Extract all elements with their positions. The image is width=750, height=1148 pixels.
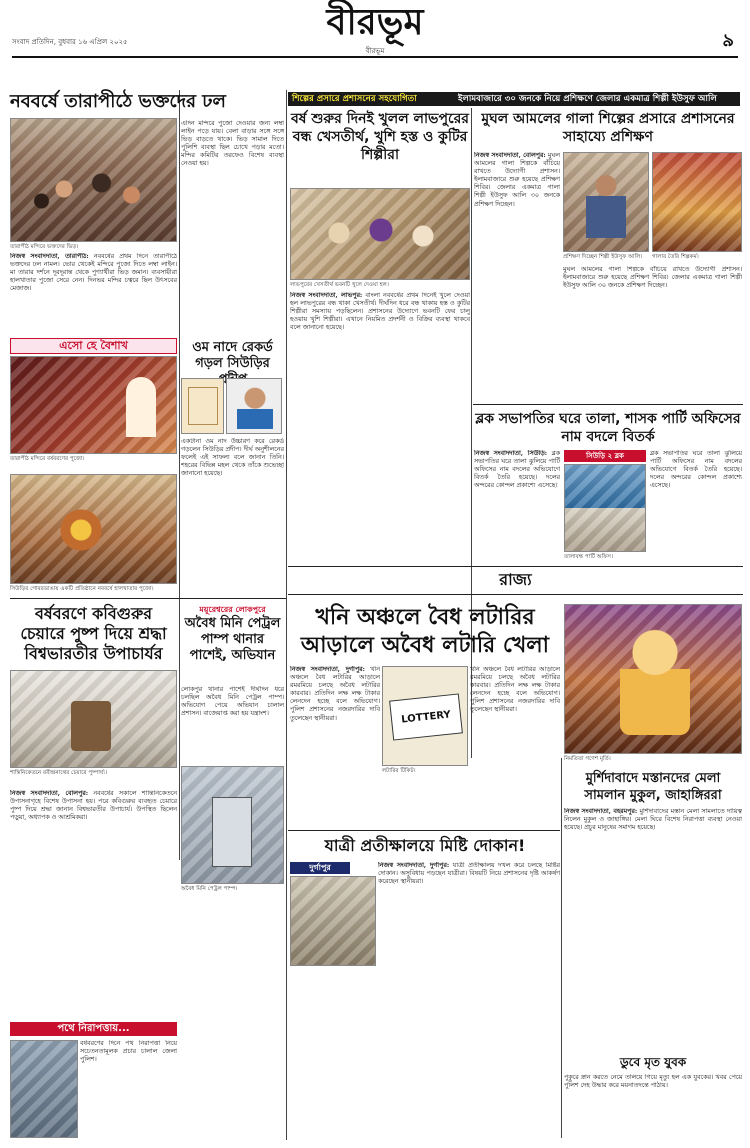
masthead-subtitle: বীরভূম bbox=[365, 47, 385, 55]
main-banner bbox=[288, 92, 740, 106]
caption-petrol: অবৈধ মিনি পেট্রল পাম্প। bbox=[181, 886, 238, 892]
body-lottery-text: খনি অঞ্চলে বৈধ লটারির আড়ালে রমরমিয়ে চলছে অবৈধ লটারির কারবার। প্রতিদিন লক্ষ লক্ষ টাকার লেনদেন হচ্ছে বলে অভিযোগ। পুলিশ প্রশাসনের নজরদারির দাবি তুলেছেন স্থানীয়রা। bbox=[290, 666, 380, 722]
body-lottery-col2: খনি অঞ্চলে বৈধ লটারির আড়ালে রমরমিয়ে চলছে অবৈধ লটারির কারবার। প্রতিদিন লক্ষ লক্ষ টাকার লেনদেন হচ্ছে বলে অভিযোগ। পুলিশ প্রশাসনের নজরদারির দাবি তুলেছেন স্থানীয়রা। bbox=[470, 666, 560, 714]
body-labhpur bbox=[290, 292, 470, 612]
byline-kabiguru: নিজস্ব সংবাদদাতা, বোলপুর: bbox=[10, 790, 89, 797]
photo-jatri bbox=[290, 876, 376, 966]
headline-tarapith: নববর্ষে তারাপীঠে ভক্তদের ঢল bbox=[10, 91, 226, 112]
body-mughal bbox=[474, 152, 560, 400]
body-petrol: লোকপুর থানার পাশেই দীর্ঘদিন ধরে চলছিল অবৈধ মিনি পেট্রল পাম্প। অভিযোগ পেয়ে অভিযান চালাল প্রশাসন। বাজেয়াপ্ত করা হয় যন্ত্রাংশ। bbox=[181, 686, 284, 718]
photo-ganesh bbox=[564, 604, 742, 754]
banner-esho-text: এসো হে বৈশাখ bbox=[59, 339, 128, 352]
photo-halkhata bbox=[10, 474, 177, 584]
photo-labhpur bbox=[290, 188, 470, 280]
body-om: একটানা ওম নাদ উচ্চারণ করে রেকর্ড গড়লেন সিউড়ির প্রদীপ। দীর্ঘ অনুশীলনের ফলেই এই সাফল্য বলে জানান তিনি। শহরের বিভিন্ন মহল থেকে তাঁকে শুভেচ্ছা জানানো হয়েছে। bbox=[181, 438, 284, 478]
headline-petrol: অবৈধ মিনি পেট্রল পাম্প থানার পাশেই, অভিযান bbox=[184, 616, 281, 663]
body-murshidabad-text: মুর্শিদাবাদের মস্তান মেলা সামলাতে দায়িত্ব নিলেন মুকুল ও জাহাঙ্গির। মেলা ঘিরে বিশেষ নিরাপত্তা ব্যবস্থা নেওয়া হয়েছে। প্রচুর মানুষের সমাগম হয়েছে। bbox=[564, 808, 742, 832]
photo-block-office bbox=[564, 464, 646, 552]
body-dube: পুকুরে স্নান করতে নেমে তলিয়ে গিয়ে মৃত্যু হল এক যুবকের। খবর পেয়ে পুলিশ দেহ উদ্ধার করে ময়নাতদন্তে পাঠায়। bbox=[564, 1074, 742, 1090]
body-tarapith-col2: এদিন মন্দিরে পুজো দেওয়ার জন্য লম্বা লাইন পড়ে যায়। বেলা বাড়ার সঙ্গে সঙ্গে ভিড় বাড়তে থাকে। ভিড় সামাল দিতে পুলিশি ব্যবস্থা ছিল চোখে পড়ার মতো। মন্দির কমিটির তরফেও বিশেষ ব্যবস্থা নেওয়া হয়। bbox=[181, 120, 284, 168]
headline-jatri: যাত্রী প্রতীক্ষালয়ে মিষ্টি দোকান! bbox=[324, 836, 526, 855]
main-banner-right: ইলামবাজারে ৩০ জনকে নিয়ে প্রশিক্ষণে জেলার একমাত্র শিল্পী ইউসুফ আলি bbox=[458, 94, 717, 104]
byline-lottery: নিজস্ব সংবাদদাতা, দুর্গাপুর: bbox=[290, 666, 365, 673]
caption-labhpur: লাভপুরের খেসতীর্থ ভবনটি খুলে দেওয়া হল। bbox=[290, 282, 389, 288]
body-block-col2: ব্লক সভাপতির ঘরে তালা ঝুলিয়ে পার্টি অফিসের নাম বদলের অভিযোগে বিতর্ক তৈরি হয়েছে। দলের অন্দরের কোন্দল প্রকাশ্যে এসেছে। bbox=[650, 450, 742, 490]
photo-om-certificate bbox=[181, 378, 224, 434]
photo-om-pradip bbox=[226, 378, 282, 434]
headline-om: ওম নাদে রেকর্ড গড়ল সিউড়ির bbox=[192, 340, 273, 371]
masthead-date: সংবাদ প্রতিদিন, বুধবার ১৬ এপ্রিল ২০২৫ bbox=[12, 38, 128, 46]
byline-mughal: নিজস্ব সংবাদদাতা, বোলপুর: bbox=[474, 152, 546, 159]
headline-dube: ডুবে মৃত যুবক bbox=[619, 1055, 687, 1069]
photo-kabiguru-chair bbox=[10, 670, 177, 768]
body-lottery bbox=[290, 666, 380, 826]
headline-labhpur: বর্ষ শুরুর দিনই খুলল লাভপুরের বন্ধ খেসতীর্থ, খুশি হস্ত ও কুটির শিল্পীরা bbox=[290, 111, 469, 163]
body-jatri-text: যাত্রী প্রতীক্ষালয় দখল করে চলছে মিষ্টির দোকান। অসুবিধায় পড়ছেন যাত্রীরা। বিষয়টি নিয়ে প্রশাসনের দৃষ্টি আকর্ষণ করেছেন স্থানীয়রা। bbox=[378, 862, 560, 886]
page-number: ৯ bbox=[722, 30, 734, 51]
body-block-text: ব্লক সভাপতির ঘরে তালা ঝুলিয়ে পার্টি অফিসের নাম বদলের অভিযোগে বিতর্ক তৈরি হয়েছে। দলের অন্দরের কোন্দল প্রকাশ্যে এসেছে। bbox=[474, 450, 560, 490]
photo-esho-puja bbox=[10, 356, 177, 454]
photo-petrol-pump bbox=[181, 766, 284, 884]
jatri-kicker: দুর্গাপুর bbox=[290, 862, 350, 874]
byline-tarapith: নিজস্ব সংবাদদাতা, তারাপীঠ: bbox=[10, 253, 89, 260]
headline-block: ব্লক সভাপতির ঘরে তালা, শাসক পার্টি অফিসের নাম বদলে বিতর্ক bbox=[475, 411, 741, 445]
caption-block: তালাবন্ধ পার্টি অফিস। bbox=[564, 554, 614, 560]
photo-mughal-artisan bbox=[563, 152, 649, 252]
body-murshidabad bbox=[564, 808, 742, 1048]
body-block bbox=[474, 450, 560, 562]
body-labhpur-text: বাংলা নববর্ষের প্রথম দিনেই খুলে দেওয়া হল লাভপুরের বন্ধ থাকা খেসতীর্থ। দীর্ঘদিন ধরে বন্ধ থাকায় হস্ত ও কুটির শিল্পীরা সমস্যায় পড়ছিলেন। প্রশাসনের উদ্যোগে ভবনটি ফের চালু হওয়ায় খুশি শিল্পীরা। এখানে নিয়মিত প্রদর্শনী ও বিক্রির ব্যবস্থা থাকবে বলে জানানো হয়েছে। bbox=[290, 292, 470, 332]
main-banner-left: শিল্পের প্রসারে প্রশাসনের সহযোগিতা bbox=[292, 94, 417, 104]
pothe-title: পথে নিরাপত্তায়... bbox=[10, 1022, 177, 1036]
headline-murshidabad: মুর্শিদাবাদে মস্তানদের মেলা সামলান মুকুল, জাহাঙ্গিররা bbox=[584, 771, 722, 803]
body-tarapith-text: নববর্ষের প্রথম দিনে তারাপীঠে ভক্তদের ঢল নামল। ভোর থেকেই মন্দিরে পুজো দিতে লম্বা লাইন। মা তারার দর্শনে দূরদূরান্ত থেকে পুণ্যার্থীরা ভিড় জমান। ব্যবসায়ীরা হালখাতার পুজো সেরে নেন। দিনভর মন্দির চত্বরে ছিল উৎসবের মেজাজ। bbox=[10, 253, 177, 293]
caption-mughal: প্রশিক্ষণ দিচ্ছেন শিল্পী ইউসুফ আলি। bbox=[563, 254, 643, 260]
caption-halkhata: সিউড়ির গোবরডাঙায় একটি প্রতিষ্ঠানে নববর্ষে হালখাতার পুজো। bbox=[10, 586, 154, 592]
caption-kabiguru: শান্তিনিকেতনে রবীন্দ্রনাথের চেয়ারে পুষ্পার্ঘ্য। bbox=[10, 770, 107, 776]
body-kabiguru bbox=[10, 790, 177, 1016]
headline-kabiguru: বর্ষবরণে কবিগুরুর চেয়ারে পুষ্প দিয়ে শ্রদ্ধা বিশ্বভারতীর উপাচার্যর bbox=[20, 604, 167, 663]
petrol-kicker: ময়ূরেশ্বরের লোকপুরে bbox=[199, 605, 266, 614]
caption-lottery: লটারির টিকিট। bbox=[382, 768, 416, 774]
body-jatri bbox=[378, 862, 560, 1138]
photo-pothe bbox=[10, 1040, 78, 1138]
caption-esho: তারাপীঠ মন্দিরে বর্ষবরণের পুজো। bbox=[10, 456, 85, 462]
masthead bbox=[0, 0, 750, 60]
banner-esho bbox=[10, 338, 177, 354]
headline-mughal: মুঘল আমলের গালা শিল্পের প্রসারে প্রশাসনের সাহায্যে প্রশিক্ষণ bbox=[481, 111, 735, 145]
body-kabiguru-text: নববর্ষের সকালে শান্তিনিকেতনে উপাসনাগৃহে বিশেষ উপাসনা হয়। পরে কবিগুরুর ব্যবহৃত চেয়ারে পুষ্প দিয়ে শ্রদ্ধা জানান বিশ্বভারতীর উপাচার্য। উপস্থিত ছিলেন পড়ুয়া, অধ্যাপক ও আশ্রমিকরা। bbox=[10, 790, 177, 822]
byline-murshidabad: নিজস্ব সংবাদদাতা, বহরমপুর: bbox=[564, 808, 638, 815]
section-rajya: রাজ্য bbox=[499, 570, 532, 589]
byline-block: নিজস্ব সংবাদদাতা, সিউড়ি: bbox=[474, 450, 548, 457]
photo-mughal-craft bbox=[652, 152, 742, 252]
caption-ganesh: নিমতিতা গণেশ মূর্তি। bbox=[564, 756, 611, 762]
body-pothe: বর্ষবরণের দিনে পথ নিরাপত্তা নিয়ে সচেতনতামূলক প্রচার চালাল জেলা পুলিশ। bbox=[80, 1040, 177, 1064]
lottery-ticket-text: LOTTERY bbox=[400, 709, 452, 726]
body-mughal-col2: মুঘল আমলের গালা শিল্পকে বাঁচিয়ে রাখতে উদ্যোগী প্রশাসন। ইলামবাজারে শুরু হয়েছে প্রশিক্ষণ শিবির। জেলার একমাত্র গালা শিল্পী ইউসুফ আলি ৩০ জনকে প্রশিক্ষণ দিচ্ছেন। bbox=[563, 266, 742, 290]
masthead-title: বীরভূম bbox=[326, 1, 424, 43]
photo-tarapith-crowd bbox=[10, 118, 177, 242]
caption-mughal-craft: গালার তৈরি শিল্পকর্ম। bbox=[652, 254, 699, 260]
photo-lottery-tickets bbox=[382, 666, 468, 766]
caption-tarapith: তারাপীঠ মন্দিরে ভক্তদের ভিড়। bbox=[10, 244, 79, 250]
byline-jatri: নিজস্ব সংবাদদাতা, দুর্গাপুর: bbox=[378, 862, 450, 869]
headline-lottery: খনি অঞ্চলে বৈধ লটারির আড়ালে অবৈধ লটারি খেলা bbox=[300, 605, 550, 658]
badge-block: সিউড়ি ২ ব্লক bbox=[564, 450, 646, 462]
body-tarapith bbox=[10, 253, 177, 331]
byline-labhpur: নিজস্ব সংবাদদাতা, লাভপুর: bbox=[290, 292, 363, 299]
body-mughal-text: মুঘল আমলের গালা শিল্পকে বাঁচিয়ে রাখতে উদ্যোগী প্রশাসন। ইলামবাজারে শুরু হয়েছে প্রশিক্ষণ শিবির। জেলার একমাত্র গালা শিল্পী ইউসুফ আলি ৩০ জনকে প্রশিক্ষণ দিচ্ছেন। bbox=[474, 152, 560, 208]
